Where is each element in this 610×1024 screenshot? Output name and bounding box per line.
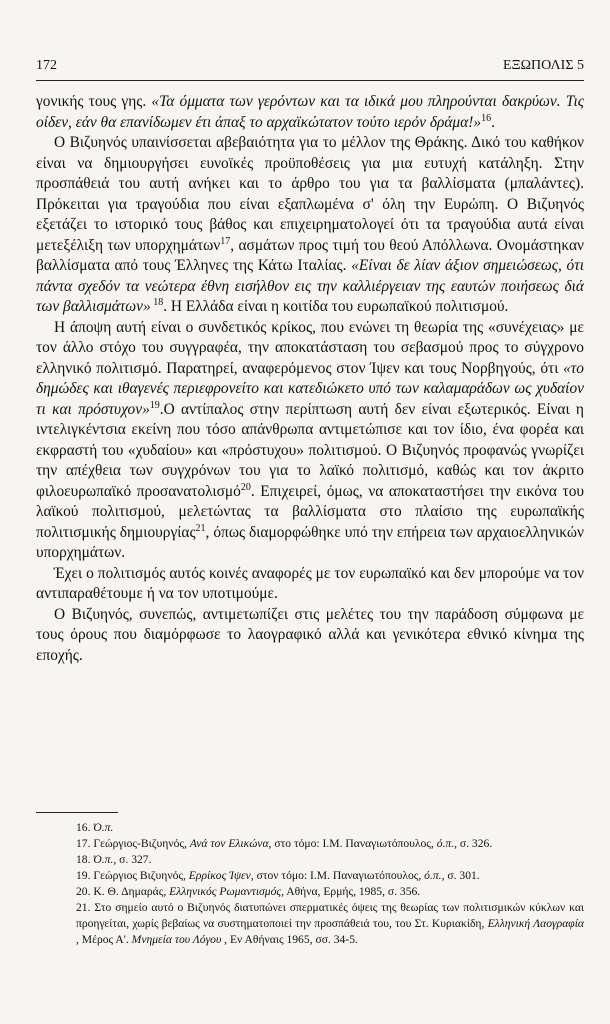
footnote-number: 20. <box>76 885 94 898</box>
footnote-text: Γεώργιος Βιζυηνός, <box>93 869 189 882</box>
footnote-text: , σ. 301. <box>441 869 480 882</box>
footnote-21 <box>76 900 584 948</box>
footnote-text: στον τόμο: Ι.Μ. Παναγιωτόπουλος, <box>253 869 425 882</box>
footnote-number: 19. <box>76 869 94 882</box>
body-text <box>36 92 584 666</box>
footnote-text: , Εν Αθήναις 1965, σσ. 34-5. <box>221 933 358 946</box>
footnote-text: Γεώργιος-Βιζυηνός, <box>93 837 190 850</box>
running-header <box>36 58 584 74</box>
footnote-number: 18. <box>76 853 94 866</box>
paragraph-2 <box>36 133 584 318</box>
quote: «Τα όμματα των γερόντων και τα ιδικά μου πληρούνται δακρύων. Τις οίδεν, εάν θα επανίδωμεν έτι άπαξ το αρχαϊκώτατον τούτο ιερόν δράμα!» <box>36 93 584 131</box>
footnote-text: , Αθήνα, Ερμής, 1985, σ. 356. <box>281 885 421 898</box>
footnote-ref-18: 18 <box>150 296 164 308</box>
header-rule <box>36 80 584 81</box>
text: . <box>491 113 495 131</box>
text: . Επιχειρεί, όμως, να αποκαταστήσει την εικόνα του λαϊκού πολιτισμού, μελετώντας τα βαλλίσματα στο πλαίσιο της ευρωπαϊκής πολιτισμικής δημιουργίας <box>36 482 585 541</box>
text: Η άποψη αυτή είναι ο συνδετικός κρίκος, που ενώνει τη θεωρία της «συνέχειας» με τον άλλο στόχο του συγγραφέα, την αποκατάσταση του σεβασμού προς το σύγχρονο ελληνικό πολιτισμό. Παρατηρεί, αναφερόμενος στον Ίψεν και τους Νορβηγούς, ότι <box>36 318 584 377</box>
footnote-19 <box>76 868 584 884</box>
text: Ο Βιζυηνός υπαινίσσεται αβεβαιότητα για το μέλλον της Θράκης. Δικό του καθήκον είναι να δημιουργήσει ευνοϊκές προϋποθέσεις για μια ευτυχή κατάληξη. Στην προσπάθειά του αυτή ανήκει και το άρθρο του για τα βαλλίσματα (μπαλάντες). Πρόκειται για τραγούδια που είναι εξαπλωμένα σ' όλη την Ευρώπη. Ο Βιζυηνός εξετάζει το ιστορικό τους βάθος και επιχειρηματολογεί ότι τα τραγούδια αυτά είναι μετεξέλιξη των υπορχημάτων <box>36 134 584 254</box>
text: , ασμάτων προς τιμή του θεού Απόλλωνα. Ονομάστηκαν βαλλίσματα από τους Έλληνες της Κάτω Ιταλίας. <box>36 236 584 274</box>
footnote-text: Κ. Θ. Δημαράς, <box>93 885 170 898</box>
paragraph-3 <box>36 318 584 564</box>
footnote-17 <box>76 836 584 852</box>
page-number: 172 <box>36 58 57 73</box>
footnote-ref-20: 20 <box>240 481 251 493</box>
footnote-number: 16. <box>76 821 94 834</box>
footnotes <box>76 820 584 948</box>
footnote-italic: ό.π. <box>424 869 442 882</box>
footnote-italic: Ερρίκος Ίψεν, <box>188 869 254 882</box>
footnote-ref-21: 21 <box>195 522 206 534</box>
footnote-italic: Ανά τον Ελικώνα, <box>189 837 272 850</box>
footnote-ref-17: 17 <box>220 235 231 247</box>
footnote-text: , Μέρος Α'. <box>76 933 132 946</box>
text: .Ο αντίπαλος στην περίπτωση αυτή δεν είναι εξωτερικός. Είναι η ιντελιγκέντσια εκείνη που τόσο απάνθρωπα αντιμετώπισε και τον ίδιο, ένα φορέα και εκφραστή του «χυδαίου» και «πρόστυχου» πολιτισμού. Ο Βιζυηνός προφανώς γνωρίζει την απέχθεια των συγχρόνων του για το λαϊκό πολιτισμό, καθώς και τον άκριτο φιλοευρωπαϊκό προσανατολισμό <box>36 400 584 500</box>
text: , όπως διαμορφώθηκε υπό την επήρεια των αρχαιοελληνικών υπορχημάτων. <box>36 523 584 561</box>
footnote-italic: Ό.π. <box>93 853 114 866</box>
footnote-number: 17. <box>76 837 94 850</box>
quote: «Είναι δε λίαν άξιον σημειώσεως, ότι πάντα σχεδόν τα νεώτερα έθνη εισήλθον εις την καλλιέργειαν της εαυτών ποιήσεως διά των βαλλισμάτων» <box>36 257 584 315</box>
footnote-ref-16: 16 <box>481 112 492 124</box>
footnote-text: στο τόμο: Ι.Μ. Παναγιωτόπουλος, <box>271 837 437 850</box>
journal-title: ΕΞΩΠΟΛΙΣ 5 <box>503 58 584 73</box>
footnote-ref-19: 19 <box>149 399 160 411</box>
footnote-text: Στο σημείο αυτό ο Βιζυηνός διατυπώνει σπερματικές όψεις της θεωρίας των πολιτισμικών κύκλων και προηγείται, χωρίς βεβαίως να συστηματοποιεί την προσπάθειά του, του Στ. Κυριακίδη, <box>76 901 585 930</box>
footnote-18 <box>76 852 584 868</box>
paragraph-1 <box>36 92 584 133</box>
footnote-text: , σ. 326. <box>454 837 493 850</box>
text: γονικής τους γης. <box>36 93 152 110</box>
footnote-italic: Ελληνική Λαογραφία <box>487 917 584 930</box>
footnote-rule <box>36 812 118 813</box>
footnote-italic: Ό.π. <box>93 821 114 834</box>
paragraph-5: Ο Βιζυηνός, συνεπώς, αντιμετωπίζει στις μελέτες του την παράδοση σύμφωνα με τους όρους που διαμόρφωσε το λαογραφικό αλλά και γενικότερα εθνικό κίνημα της εποχής. <box>36 605 584 664</box>
paragraph-4: Έχει ο πολιτισμός αυτός κοινές αναφορές με τον ευρωπαϊκό και δεν μπορούμε να τον αντιπαραθέτουμε ή να τον υποτιμούμε. <box>36 564 584 602</box>
footnote-number: 21. <box>76 901 95 914</box>
footnote-16 <box>76 820 584 836</box>
footnote-text: , σ. 327. <box>113 853 152 866</box>
footnote-italic: ό.π. <box>436 837 455 850</box>
footnote-italic: Μνημεία του Λόγου <box>131 933 222 946</box>
footnote-20 <box>76 884 584 900</box>
quote: «το δημώδες και ιθαγενές περιεφρονείτο και κατεδιώκετο υπό των καλαμαράδων ως χυδαίον τι και πρόστυχον» <box>36 359 584 418</box>
footnote-italic: Ελληνικός Ρωμαντισμός <box>169 885 282 898</box>
text: . Η Ελλάδα είναι η κοιτίδα του ευρωπαϊκού πολιτισμού. <box>163 298 509 315</box>
